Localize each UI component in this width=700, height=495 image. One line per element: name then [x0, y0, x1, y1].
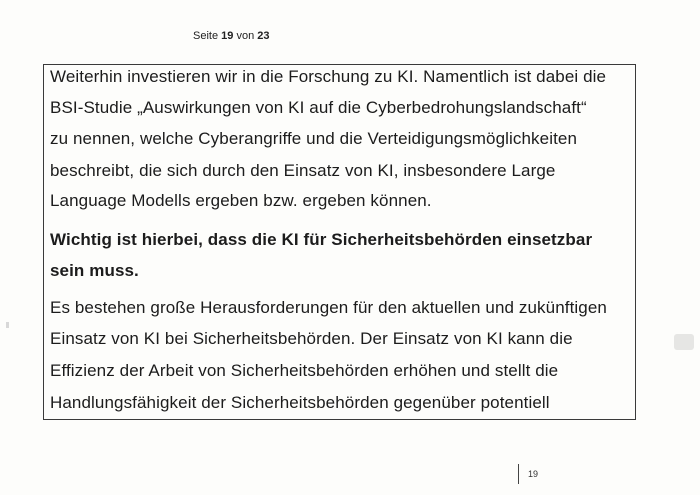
text-line: Effizienz der Arbeit von Sicherheitsbehörden erhöhen und stellt die	[50, 361, 559, 380]
text-line: zu nennen, welche Cyberangriffe und die Verteidigungsmöglichkeiten	[50, 129, 578, 148]
page-separator: von	[236, 30, 255, 42]
emphasis-line: sein muss.	[50, 261, 139, 280]
total-pages-number: 23	[257, 30, 270, 42]
current-page-number: 19	[221, 30, 234, 42]
page-label: Seite	[193, 30, 219, 42]
text-box	[43, 64, 636, 420]
text-line: BSI-Studie „Auswirkungen von KI auf die Cyberbedrohungslandschaft“	[50, 98, 587, 117]
text-line: Handlungsfähigkeit der Sicherheitsbehörden gegenüber potentiell	[50, 393, 550, 412]
text-line: Es bestehen große Herausforderungen für den aktuellen und zukünftigen	[50, 298, 607, 317]
emphasis-line: Wichtig ist hierbei, dass die KI für Sicherheitsbehörden einsetzbar	[50, 230, 593, 249]
text-line: Weiterhin investieren wir in die Forschung zu KI. Namentlich ist dabei die	[50, 67, 607, 86]
scan-artifact	[674, 334, 694, 350]
text-line: beschreibt, die sich durch den Einsatz von KI, insbesondere Large	[50, 161, 556, 180]
text-line: Einsatz von KI bei Sicherheitsbehörden. Der Einsatz von KI kann die	[50, 329, 573, 348]
text-line: Language Modells ergeben bzw. ergeben können.	[50, 191, 432, 210]
scan-artifact	[6, 322, 9, 328]
page-number-divider	[518, 464, 519, 484]
page-number: 19	[528, 469, 539, 479]
page-header	[193, 30, 270, 42]
